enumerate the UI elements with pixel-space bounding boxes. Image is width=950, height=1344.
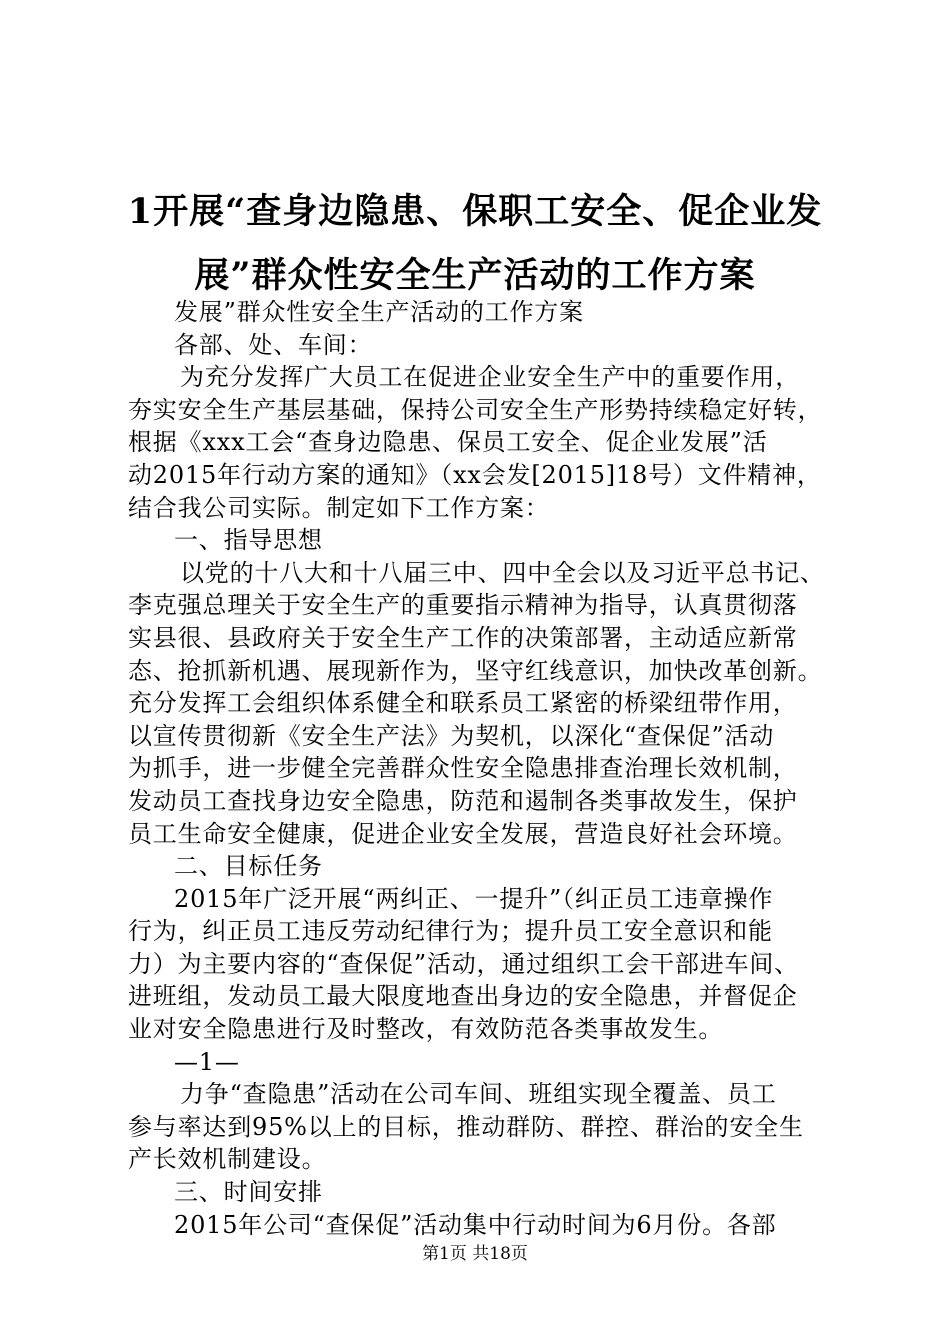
body-line: 以党的十八大和十八届三中、四中全会以及习近平总书记、: [180, 558, 825, 587]
body-line: 2015年广泛开展“两纠正、一提升”（纠正员工违章操作: [174, 884, 774, 913]
section-heading: 三、时间安排: [174, 1178, 323, 1207]
body-line: 夯实安全生产基层基础，保持公司安全生产形势持续稳定好转，: [128, 395, 823, 424]
body-line: 进班组，发动员工最大限度地查出身边的安全隐患，并督促企: [128, 982, 798, 1011]
body-line: 根据《xxx工会“查身边隐患、保员工安全、促企业发展”活: [128, 428, 768, 457]
body-line: 力）为主要内容的“查保促”活动，通过组织工会干部进车间、: [128, 949, 799, 978]
document-title: [100, 180, 850, 308]
body-line: 态、抢抓新机遇、展现新作为，坚守红线意识，加快改革创新。: [128, 656, 823, 685]
section-heading: 一、指导思想: [174, 526, 323, 555]
inline-page-marker: —1—: [174, 1047, 240, 1076]
body-line: 为抓手，进一步健全完善群众性安全隐患排查治理长效机制，: [128, 754, 798, 783]
salutation: 各部、处、车间：: [174, 330, 373, 359]
body-line: 业对安全隐患进行及时整改，有效防范各类事故发生。: [128, 1015, 724, 1044]
body-line: 充分发挥工会组织体系健全和联系员工紧密的桥梁纽带作用，: [128, 689, 798, 718]
body-line: 结合我公司实际。制定如下工作方案：: [128, 493, 550, 522]
title-line-1: 1开展“查身边隐患、保职工安全、促企业发: [127, 191, 823, 232]
document-body: [128, 296, 834, 1241]
body-line: 参与率达到95%以上的目标，推动群防、群控、群治的安全生: [128, 1112, 804, 1141]
body-line: 2015年公司“查保促”活动集中行动时间为6月份。各部: [174, 1210, 777, 1239]
body-line: 行为，纠正员工违反劳动纪律行为；提升员工安全意识和能: [128, 917, 773, 946]
body-line: 发动员工查找身边安全隐患，防范和遏制各类事故发生，保护: [128, 786, 798, 815]
body-line: 以宣传贯彻新《安全生产法》为契机，以深化“查保促”活动: [128, 721, 775, 750]
body-line: 动2015年行动方案的通知》（xx会发[2015]18号）文件精神，: [128, 460, 822, 489]
body-line: 力争“查隐患”活动在公司车间、班组实现全覆盖、员工: [180, 1080, 777, 1109]
subtitle-line: 发展”群众性安全生产活动的工作方案: [174, 298, 584, 326]
body-line: 为充分发挥广大员工在促进企业安全生产中的重要作用，: [180, 363, 800, 392]
title-line-2: 展”群众性安全生产活动的工作方案: [194, 255, 756, 296]
body-line: 产长效机制建设。: [128, 1145, 327, 1174]
body-line: 实县很、县政府关于安全生产工作的决策部署，主动适应新常: [128, 623, 798, 652]
page-footer: 第1页 共18页: [422, 1244, 528, 1264]
section-heading: 二、目标任务: [174, 852, 323, 881]
body-line: 李克强总理关于安全生产的重要指示精神为指导，认真贯彻落: [128, 591, 798, 620]
body-line: 员工生命安全健康，促进企业安全发展，营造良好社会环境。: [128, 819, 798, 848]
